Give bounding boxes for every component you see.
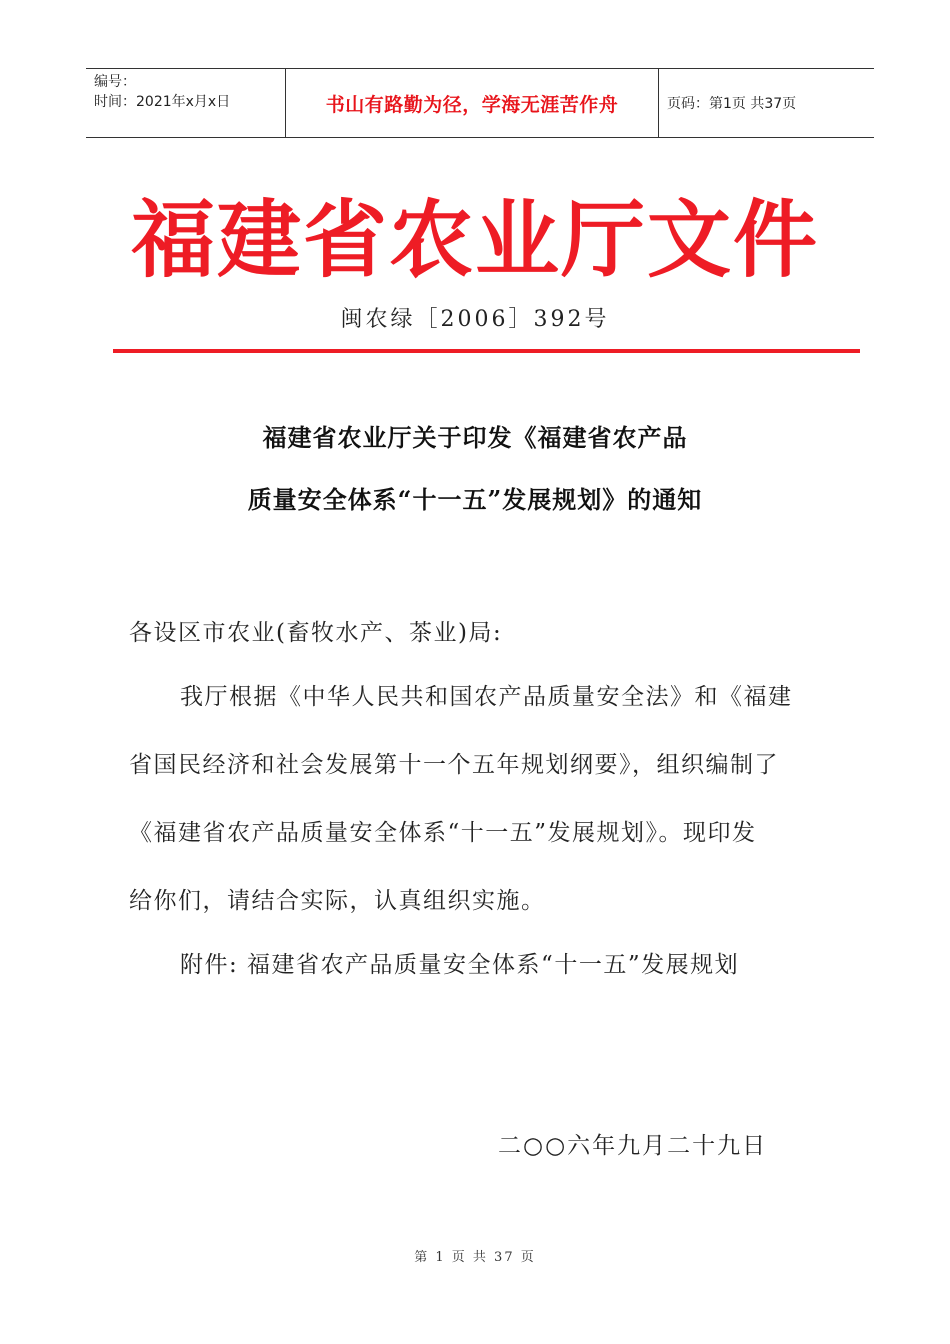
- time-label: 时间：2021年x月x日: [94, 94, 231, 110]
- paragraph-line: 省国民经济和社会发展第十一个五年规划纲要》，组织编制了: [129, 752, 779, 778]
- recipient-line: 各设区市农业(畜牧水产、茶业)局:: [129, 620, 503, 646]
- page-info-cell: [659, 69, 874, 137]
- issue-date: 二○○六年九月二十九日: [498, 1133, 768, 1159]
- code-label: 编号：: [94, 74, 136, 90]
- motto-cell: [286, 69, 659, 137]
- issuer-title: 福建省农业厅文件: [130, 190, 819, 289]
- page-footer: 第 1 页 共 37 页: [414, 1250, 536, 1265]
- paragraph-line: 给你们，请结合实际，认真组织实施。: [129, 888, 546, 914]
- attachment-line: 附件: 福建省农产品质量安全体系“十一五”发展规划: [180, 952, 740, 978]
- document-number: 闽农绿［2006］392号: [340, 307, 610, 332]
- paragraph-line: 《福建省农产品质量安全体系“十一五”发展规划》。现印发: [129, 820, 757, 846]
- paragraph-line: 我厅根据《中华人民共和国农产品质量安全法》和《福建: [180, 684, 793, 710]
- red-divider: [113, 349, 860, 353]
- page-info-text: 页码：第1页 共37页: [667, 96, 797, 112]
- motto-text: 书山有路勤为径，学海无涯苦作舟: [325, 93, 619, 116]
- notice-title-line2: 质量安全体系“十一五”发展规划》的通知: [247, 485, 703, 514]
- notice-title-line1: 福建省农业厅关于印发《福建省农产品: [262, 423, 688, 452]
- header-table: [86, 68, 874, 138]
- header-meta-cell: [86, 69, 286, 137]
